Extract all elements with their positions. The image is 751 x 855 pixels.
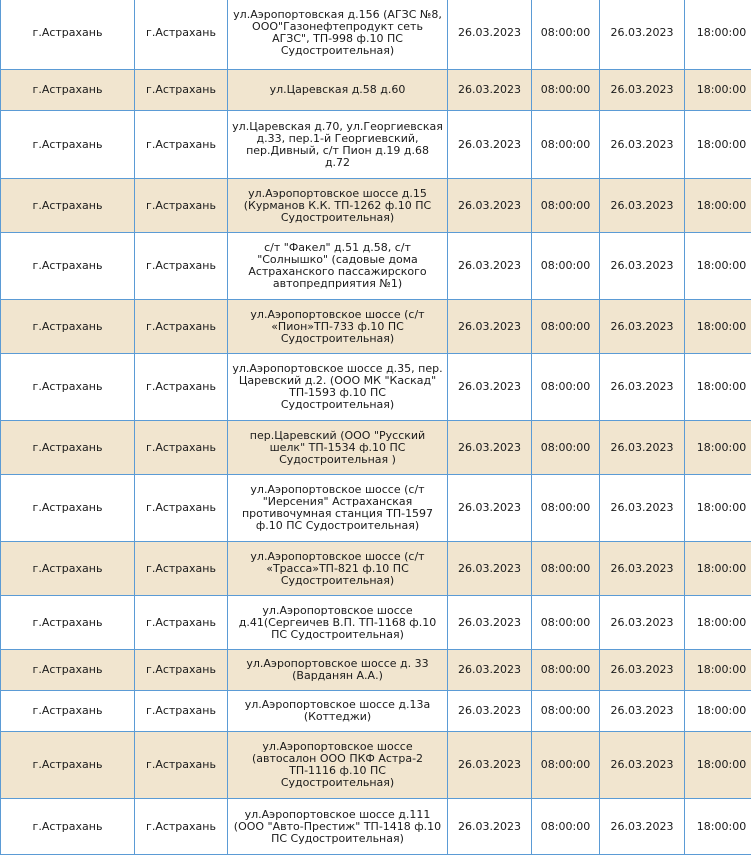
end-date-cell: 26.03.2023 xyxy=(600,179,685,233)
locality-cell: г.Астрахань xyxy=(135,179,228,233)
end-time-cell: 18:00:00 xyxy=(685,70,751,111)
table-row xyxy=(1,799,751,855)
end-time-cell: 18:00:00 xyxy=(685,475,751,542)
table-row xyxy=(1,70,751,111)
locality-cell: г.Астрахань xyxy=(135,233,228,300)
start-date-cell: 26.03.2023 xyxy=(448,111,532,179)
end-date-cell: 26.03.2023 xyxy=(600,111,685,179)
start-date-cell: 26.03.2023 xyxy=(448,354,532,421)
city-cell: г.Астрахань xyxy=(1,475,135,542)
end-date-cell: 26.03.2023 xyxy=(600,596,685,650)
locality-cell: г.Астрахань xyxy=(135,732,228,799)
end-time-cell: 18:00:00 xyxy=(685,596,751,650)
start-time-cell: 08:00:00 xyxy=(532,732,600,799)
city-cell: г.Астрахань xyxy=(1,233,135,300)
table-row xyxy=(1,475,751,542)
end-date-cell: 26.03.2023 xyxy=(600,421,685,475)
start-time-cell: 08:00:00 xyxy=(532,650,600,691)
address-cell: ул.Аэропортовское шоссе д.41(Сергеичев В.П. ТП-1168 ф.10 ПС Судостроительная) xyxy=(228,596,448,650)
start-time-cell: 08:00:00 xyxy=(532,354,600,421)
start-time-cell: 08:00:00 xyxy=(532,111,600,179)
address-cell: с/т "Факел" д.51 д.58, с/т "Солнышко" (садовые дома Астраханского пассажирского автопредприятия №1) xyxy=(228,233,448,300)
end-time-cell: 18:00:00 xyxy=(685,0,751,70)
table-row xyxy=(1,300,751,354)
address-cell: ул.Царевская д.70, ул.Георгиевская д.33, пер.1-й Георгиевский, пер.Дивный, с/т Пион д.19 д.68 д.72 xyxy=(228,111,448,179)
table-row xyxy=(1,596,751,650)
end-date-cell: 26.03.2023 xyxy=(600,0,685,70)
table-row xyxy=(1,421,751,475)
locality-cell: г.Астрахань xyxy=(135,421,228,475)
address-cell: пер.Царевский (ООО "Русский шелк" ТП-1534 ф.10 ПС Судостроительная ) xyxy=(228,421,448,475)
start-time-cell: 08:00:00 xyxy=(532,691,600,732)
address-cell: ул.Аэропортовское шоссе (автосалон ООО ПКФ Астра-2 ТП-1116 ф.10 ПС Судостроительная) xyxy=(228,732,448,799)
city-cell: г.Астрахань xyxy=(1,354,135,421)
end-date-cell: 26.03.2023 xyxy=(600,300,685,354)
start-date-cell: 26.03.2023 xyxy=(448,691,532,732)
end-time-cell: 18:00:00 xyxy=(685,421,751,475)
table-row xyxy=(1,233,751,300)
table-row xyxy=(1,179,751,233)
start-date-cell: 26.03.2023 xyxy=(448,799,532,855)
end-time-cell: 18:00:00 xyxy=(685,111,751,179)
address-cell: ул.Аэропортовское шоссе д.35, пер. Царевский д.2. (ООО МК "Каскад" ТП-1593 ф.10 ПС Судостроительная) xyxy=(228,354,448,421)
start-date-cell: 26.03.2023 xyxy=(448,233,532,300)
table-row xyxy=(1,650,751,691)
table-row xyxy=(1,354,751,421)
end-time-cell: 18:00:00 xyxy=(685,650,751,691)
start-time-cell: 08:00:00 xyxy=(532,179,600,233)
city-cell: г.Астрахань xyxy=(1,70,135,111)
end-date-cell: 26.03.2023 xyxy=(600,233,685,300)
start-time-cell: 08:00:00 xyxy=(532,233,600,300)
address-cell: ул.Аэропортовская д.156 (АГЗС №8, ООО"Газонефтепродукт сеть АГЗС", ТП-998 ф.10 ПС Судостроительная) xyxy=(228,0,448,70)
locality-cell: г.Астрахань xyxy=(135,691,228,732)
end-time-cell: 18:00:00 xyxy=(685,300,751,354)
end-time-cell: 18:00:00 xyxy=(685,691,751,732)
end-date-cell: 26.03.2023 xyxy=(600,70,685,111)
city-cell: г.Астрахань xyxy=(1,421,135,475)
locality-cell: г.Астрахань xyxy=(135,354,228,421)
end-date-cell: 26.03.2023 xyxy=(600,691,685,732)
start-time-cell: 08:00:00 xyxy=(532,542,600,596)
start-date-cell: 26.03.2023 xyxy=(448,475,532,542)
start-time-cell: 08:00:00 xyxy=(532,475,600,542)
address-cell: ул.Аэропортовское шоссе (с/т «Трасса»ТП-821 ф.10 ПС Судостроительная) xyxy=(228,542,448,596)
address-cell: ул.Аэропортовское шоссе (с/т «Пион»ТП-733 ф.10 ПС Судостроительная) xyxy=(228,300,448,354)
start-time-cell: 08:00:00 xyxy=(532,300,600,354)
start-time-cell: 08:00:00 xyxy=(532,596,600,650)
start-date-cell: 26.03.2023 xyxy=(448,542,532,596)
start-date-cell: 26.03.2023 xyxy=(448,300,532,354)
table-row xyxy=(1,0,751,70)
city-cell: г.Астрахань xyxy=(1,0,135,70)
locality-cell: г.Астрахань xyxy=(135,70,228,111)
end-date-cell: 26.03.2023 xyxy=(600,542,685,596)
city-cell: г.Астрахань xyxy=(1,596,135,650)
city-cell: г.Астрахань xyxy=(1,691,135,732)
table-row xyxy=(1,111,751,179)
start-date-cell: 26.03.2023 xyxy=(448,0,532,70)
address-cell: ул.Царевская д.58 д.60 xyxy=(228,70,448,111)
end-date-cell: 26.03.2023 xyxy=(600,650,685,691)
start-date-cell: 26.03.2023 xyxy=(448,179,532,233)
city-cell: г.Астрахань xyxy=(1,300,135,354)
start-time-cell: 08:00:00 xyxy=(532,421,600,475)
start-time-cell: 08:00:00 xyxy=(532,70,600,111)
start-date-cell: 26.03.2023 xyxy=(448,732,532,799)
address-cell: ул.Аэропортовское шоссе д.15 (Курманов К.К. ТП-1262 ф.10 ПС Судостроительная) xyxy=(228,179,448,233)
start-date-cell: 26.03.2023 xyxy=(448,70,532,111)
end-time-cell: 18:00:00 xyxy=(685,233,751,300)
address-cell: ул.Аэропортовское шоссе д.111 (ООО "Авто-Престиж" ТП-1418 ф.10 ПС Судостроительная) xyxy=(228,799,448,855)
locality-cell: г.Астрахань xyxy=(135,0,228,70)
end-time-cell: 18:00:00 xyxy=(685,732,751,799)
locality-cell: г.Астрахань xyxy=(135,475,228,542)
end-time-cell: 18:00:00 xyxy=(685,542,751,596)
city-cell: г.Астрахань xyxy=(1,799,135,855)
end-date-cell: 26.03.2023 xyxy=(600,732,685,799)
city-cell: г.Астрахань xyxy=(1,732,135,799)
table-row xyxy=(1,732,751,799)
start-time-cell: 08:00:00 xyxy=(532,799,600,855)
start-date-cell: 26.03.2023 xyxy=(448,596,532,650)
end-time-cell: 18:00:00 xyxy=(685,179,751,233)
end-date-cell: 26.03.2023 xyxy=(600,354,685,421)
end-date-cell: 26.03.2023 xyxy=(600,475,685,542)
locality-cell: г.Астрахань xyxy=(135,111,228,179)
address-cell: ул.Аэропортовское шоссе д.13а (Коттеджи) xyxy=(228,691,448,732)
table-row xyxy=(1,691,751,732)
locality-cell: г.Астрахань xyxy=(135,650,228,691)
city-cell: г.Астрахань xyxy=(1,111,135,179)
city-cell: г.Астрахань xyxy=(1,179,135,233)
start-date-cell: 26.03.2023 xyxy=(448,650,532,691)
city-cell: г.Астрахань xyxy=(1,542,135,596)
end-time-cell: 18:00:00 xyxy=(685,799,751,855)
locality-cell: г.Астрахань xyxy=(135,542,228,596)
city-cell: г.Астрахань xyxy=(1,650,135,691)
locality-cell: г.Астрахань xyxy=(135,300,228,354)
end-time-cell: 18:00:00 xyxy=(685,354,751,421)
table-row xyxy=(1,542,751,596)
start-time-cell: 08:00:00 xyxy=(532,0,600,70)
address-cell: ул.Аэропортовское шоссе д. 33 (Варданян А.А.) xyxy=(228,650,448,691)
end-date-cell: 26.03.2023 xyxy=(600,799,685,855)
locality-cell: г.Астрахань xyxy=(135,596,228,650)
address-cell: ул.Аэропортовское шоссе (с/т "Иерсения" Астраханская противочумная станция ТП-1597 ф.10 ПС Судостроительная) xyxy=(228,475,448,542)
locality-cell: г.Астрахань xyxy=(135,799,228,855)
start-date-cell: 26.03.2023 xyxy=(448,421,532,475)
